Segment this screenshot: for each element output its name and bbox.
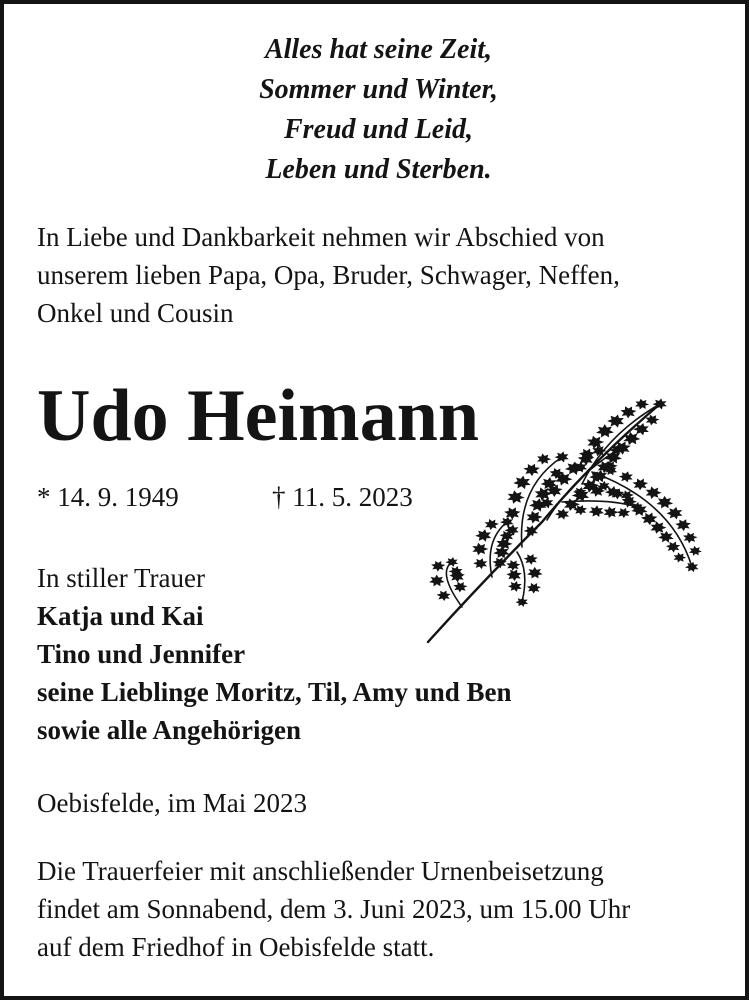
mourner-name: seine Lieblinge Moritz, Til, Amy und Ben	[37, 677, 512, 707]
deceased-name: Udo Heimann	[37, 375, 480, 457]
funeral-line: findet am Sonnabend, dem 3. Juni 2023, um 15.00 Uhr	[37, 894, 631, 924]
mourner-name: Katja und Kai	[37, 601, 204, 631]
intro-line: Onkel und Cousin	[37, 298, 234, 328]
intro-line: unserem lieben Papa, Opa, Bruder, Schwager, Neffen,	[37, 260, 620, 290]
mourners	[37, 559, 512, 749]
intro-line: In Liebe und Dankbarkeit nehmen wir Abschied von	[37, 222, 605, 252]
funeral-info	[37, 852, 630, 966]
place-date: Oebisfelde, im Mai 2023	[37, 788, 307, 818]
verse-line: Alles hat seine Zeit,	[264, 34, 493, 65]
verse	[4, 30, 749, 190]
verse-line: Freud und Leid,	[283, 114, 474, 145]
mourner-name: sowie alle Angehörigen	[37, 715, 301, 745]
intro-text	[37, 218, 737, 332]
funeral-line: Die Trauerfeier mit anschließender Urnenbeisetzung	[37, 856, 604, 886]
verse-line: Sommer und Winter,	[259, 74, 498, 105]
verse-line: Leben und Sterben.	[265, 154, 492, 185]
birth-date: * 14. 9. 1949	[37, 482, 179, 512]
mourners-heading: In stiller Trauer	[37, 563, 205, 593]
death-date: † 11. 5. 2023	[272, 482, 413, 512]
mourner-name: Tino und Jennifer	[37, 639, 246, 669]
funeral-line: auf dem Friedhof in Oebisfelde statt.	[37, 932, 435, 962]
